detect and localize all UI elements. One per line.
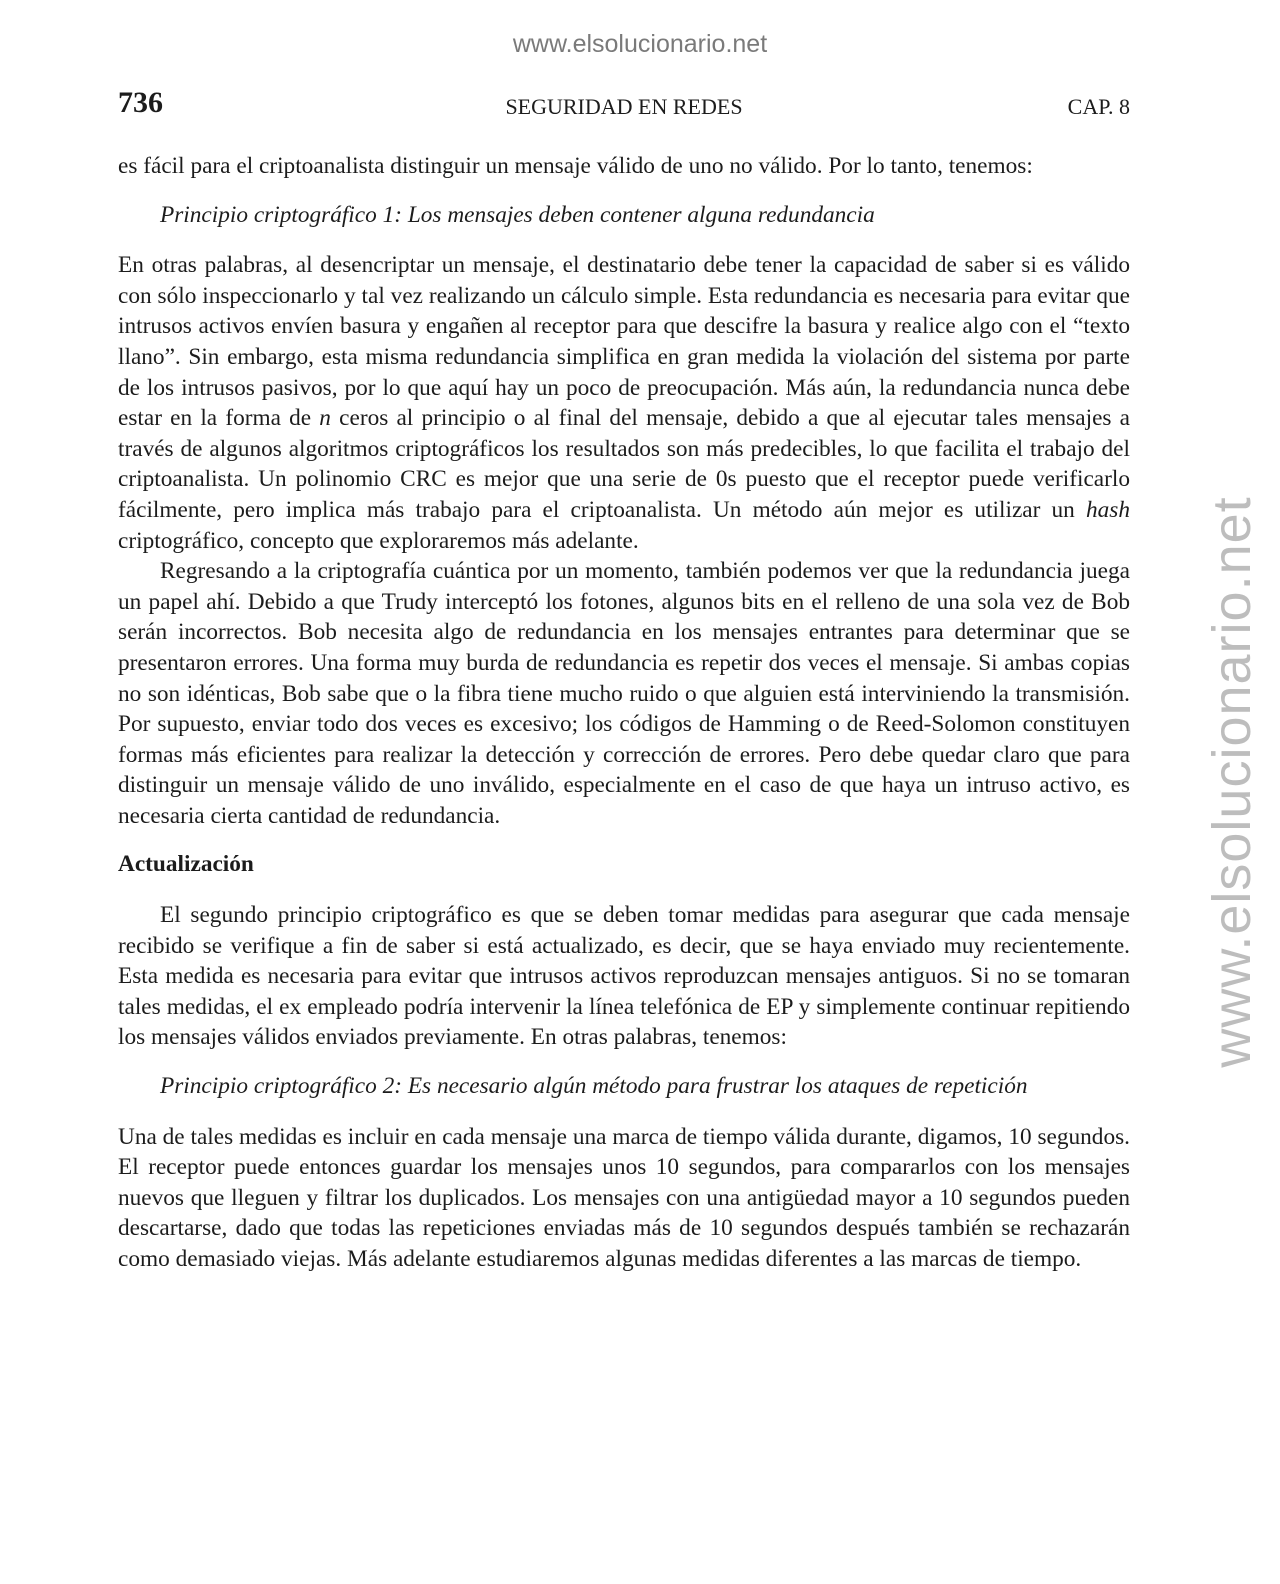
- side-watermark: www.elsolucionario.net: [1202, 496, 1262, 1068]
- variable-n: n: [319, 405, 331, 432]
- running-head: [118, 86, 1130, 126]
- paragraph-redundancy: [118, 250, 1130, 556]
- hash-term: hash: [1085, 496, 1130, 523]
- principle-2: Principio criptográfico 2: Es necesario algún método para frustrar los ataques de repetición: [160, 1073, 1028, 1100]
- top-watermark: www.elsolucionario.net: [512, 30, 768, 58]
- principle-1: Principio criptográfico 1: Los mensajes deben contener alguna redundancia: [160, 201, 875, 228]
- chapter-label: CAP. 8: [1067, 94, 1130, 119]
- page-body: [118, 151, 1130, 1275]
- page-number: 736: [118, 86, 163, 119]
- paragraph-timestamps: Una de tales medidas es incluir en cada mensaje una marca de tiempo válida durante, digamos, 10 segundos. El receptor puede entonces guardar los mensajes unos 10 segundos, para compararlos con los mensajes nuevos que lleguen y filtrar los duplicados. Los mensajes con una antigüedad mayor a 10 segundos pueden descartarse, dado que todas las repeticiones enviadas más de 10 segundos después también se rechazarán como demasiado viejas. Más adelante estudiaremos algunas medidas diferentes a las marcas de tiempo.: [118, 1123, 1130, 1272]
- paragraph-continuation: es fácil para el criptoanalista distinguir un mensaje válido de uno no válido. Por lo tanto, tenemos:: [118, 153, 1033, 179]
- chapter-title: SEGURIDAD EN REDES: [505, 94, 743, 119]
- paragraph-redundancy-part3: criptográfico, concepto que exploraremos más adelante.: [118, 527, 639, 554]
- section-heading: Actualización: [118, 851, 254, 878]
- paragraph-redundancy-part1: En otras palabras, al desencriptar un mensaje, el destinatario debe tener la capacidad de saber si es válido con sólo inspeccionarlo y tal vez realizando un cálculo simple. Esta redundancia es necesaria para evitar que intrusos activos envíen basura y engañen al receptor para que descifre la basura y realice algo con el “texto llano”. Sin embargo, esta misma redundancia simplifica en gran medida la violación del sistema por parte de los intrusos pasivos, por lo que aquí hay un poco de preocupación. Más aún, la redundancia nunca debe estar en la forma de: [118, 252, 1130, 432]
- paragraph-quantum: Regresando a la criptografía cuántica por un momento, también podemos ver que la redundancia juega un papel ahí. Debido a que Trudy interceptó los fotones, algunos bits en el relleno de una sola vez de Bob serán incorrectos. Bob necesita algo de redundancia en los mensajes entrantes para determinar que se presentaron errores. Una forma muy burda de redundancia es repetir dos veces el mensaje. Si ambas copias no son idénticas, Bob sabe que o la fibra tiene mucho ruido o que alguien está interviniendo la transmisión. Por supuesto, enviar todo dos veces es excesivo; los códigos de Hamming o de Reed-Solomon constituyen formas más eficientes para realizar la detección y corrección de errores. Pero debe quedar claro que para distinguir un mensaje válido de uno inválido, especialmente en el caso de que haya un intruso activo, es necesaria cierta cantidad de redundancia.: [118, 558, 1130, 829]
- paragraph-redundancy-part2: ceros al principio o al final del mensaje, debido a que al ejecutar tales mensajes a través de algunos algoritmos criptográficos los resultados son más predecibles, lo que facilita el trabajo del criptoanalista. Un polinomio CRC es mejor que una serie de 0s puesto que el receptor puede verificarlo fácilmente, pero implica más trabajo para el criptoanalista. Un método aún mejor es utilizar un: [118, 405, 1131, 523]
- paragraph-freshness: El segundo principio criptográfico es que se deben tomar medidas para asegurar que cada mensaje recibido se verifique a fin de saber si está actualizado, es decir, que se haya enviado muy recientemente. Esta medida es necesaria para evitar que intrusos activos reproduzcan mensajes antiguos. Si no se tomaran tales medidas, el ex empleado podría intervenir la línea telefónica de EP y simplemente continuar repitiendo los mensajes válidos enviados previamente. En otras palabras, tenemos:: [118, 902, 1130, 1051]
